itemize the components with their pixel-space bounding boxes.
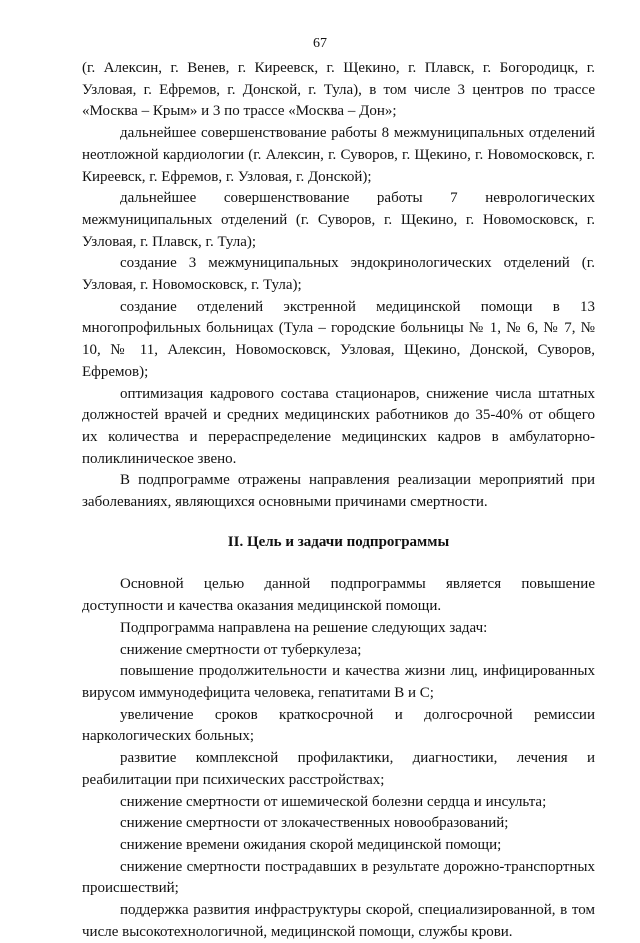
paragraph-neurology: дальнейшее совершенствование работы 7 неврологических межмуниципальных отделений (г. Суворов, г. Щекино, г. Новомосковск, г. Узловая, г. Плавск, г. Тула);: [82, 190, 595, 250]
task-item: снижение смертности от ишемической болезни сердца и инсульта;: [120, 793, 547, 810]
task-item: развитие комплексной профилактики, диагностики, лечения и реабилитации при психических расстройствах;: [82, 750, 595, 788]
paragraph-cardiology: дальнейшее совершенствование работы 8 межмуниципальных отделений неотложной кардиологии (г. Алексин, г. Суворов, г. Щекино, г. Новомосковск, г. Киреевск, г. Ефремов, г. Узловая, г. Донской);: [82, 125, 595, 185]
paragraph-emergency: создание отделений экстренной медицинской помощи в 13 многопрофильных больницах (Тула – городские больницы № 1, № 6, № 7, № 10, № 11, Алексин, Новомосковск, Узловая, Щекино, Донской, Суворов, Ефремов);: [82, 298, 595, 380]
task-item: снижение смертности от злокачественных новообразований;: [120, 815, 509, 832]
paragraph-continuation: (г. Алексин, г. Венев, г. Киреевск, г. Щекино, г. Плавск, г. Богородицк, г. Узловая, г. Ефремов, г. Донской, г. Тула), в том числе 3 центров по трассе «Москва – Крым» и 3 по трассе «Москва – Дон»;: [82, 60, 595, 120]
paragraph-tasks-intro: Подпрограмма направлена на решение следующих задач:: [120, 619, 488, 636]
paragraph-goal: Основной целью данной подпрограммы является повышение доступности и качества оказания медицинской помощи.: [82, 576, 595, 615]
task-item: снижение смертности пострадавших в результате дорожно-транспортных происшествий;: [82, 858, 595, 897]
paragraph-endocrinology: создание 3 межмуниципальных эндокринологических отделений (г. Узловая, г. Новомосковск, г. Тула);: [82, 255, 595, 294]
task-item: снижение смертности от туберкулеза;: [120, 641, 362, 658]
section-heading: II. Цель и задачи подпрограммы: [227, 533, 450, 550]
paragraph-staffing: оптимизация кадрового состава стационаров, снижение числа штатных должностей врачей и средних медицинских работников до 35-40% от общего их количества и перераспределение медицинских кадров в амбулаторно-поликлиническое звено.: [82, 385, 595, 467]
task-item: повышение продолжительности и качества жизни лиц, инфицированных вирусом иммунодефицита человека, гепатитами B и C;: [82, 663, 595, 701]
page-number: 67: [313, 36, 327, 51]
task-item: поддержка развития инфраструктуры скорой, специализированной, в том числе высокотехнологичной, медицинской помощи, службы крови.: [82, 902, 595, 940]
document-body: [82, 58, 595, 943]
task-item: снижение времени ожидания скорой медицинской помощи;: [120, 836, 502, 853]
paragraph-directions: В подпрограмме отражены направления реализации мероприятий при заболеваниях, являющихся основными причинами смертности.: [82, 472, 595, 511]
task-item: увеличение сроков краткосрочной и долгосрочной ремиссии наркологических больных;: [82, 706, 595, 745]
